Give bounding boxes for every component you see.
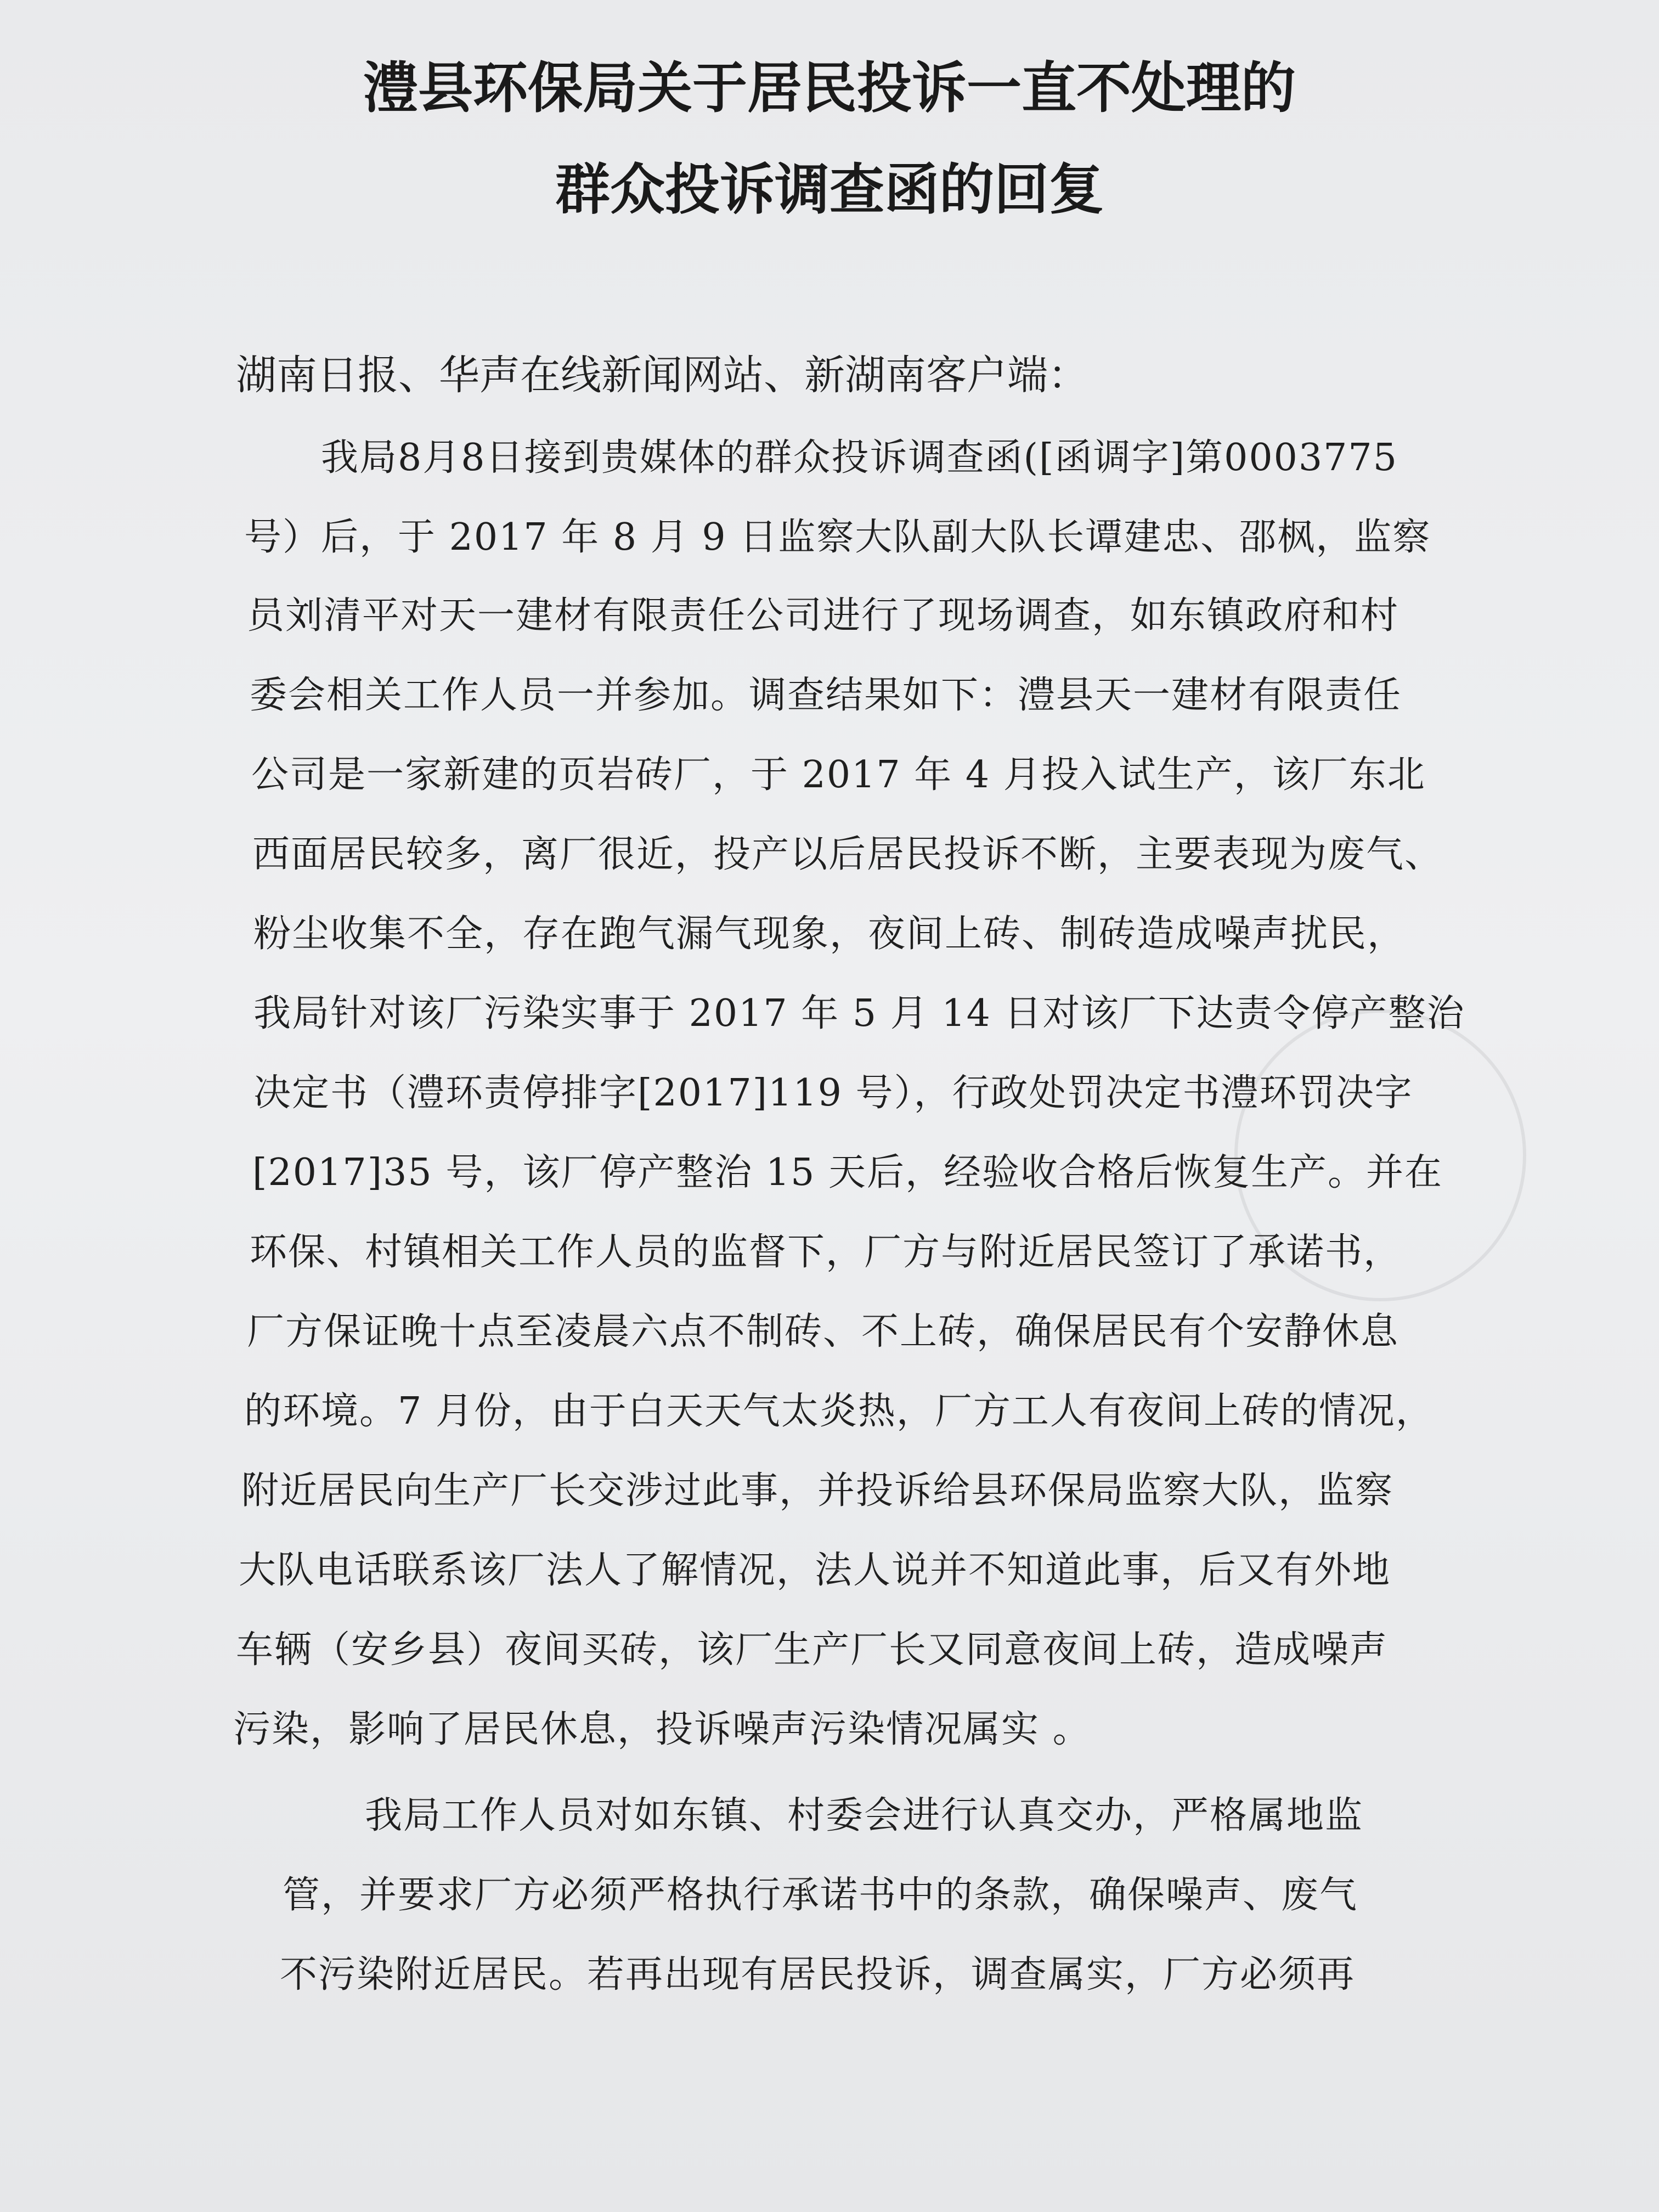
document-title-line-1: 澧县环保局关于居民投诉一直不处理的 — [363, 55, 1296, 120]
body-line: 管，并要求厂方必须严格执行承诺书中的条款，确保噪声、废气 — [283, 1874, 1358, 1917]
body-line: 西面居民较多，离厂很近，投产以后居民投诉不断，主要表现为废气、 — [252, 833, 1443, 876]
body-line: 决定书（澧环责停排字[2017]119 号），行政处罚决定书澧环罚决字 — [253, 1071, 1413, 1115]
body-line: 号）后，于 2017 年 8 月 9 日监察大队副大队长谭建忠、邵枫，监察 — [244, 516, 1431, 559]
body-line: 大队电话联系该厂法人了解情况，法人说并不知道此事，后又有外地 — [239, 1549, 1391, 1592]
body-line: 车辆（安乡县）夜间买砖，该厂生产厂长又同意夜间上砖，造成噪声 — [236, 1628, 1389, 1672]
body-line: 委会相关工作人员一并参加。调查结果如下：澧县天一建材有限责任 — [250, 674, 1402, 717]
body-line: 的环境。7 月份，由于白天天气太炎热，厂方工人有夜间上砖的情况， — [244, 1390, 1434, 1433]
body-line: 污染，影响了居民休息，投诉噪声污染情况属实 。 — [233, 1708, 1091, 1751]
body-line: 公司是一家新建的页岩砖厂，于 2017 年 4 月投入试生产，该厂东北 — [251, 753, 1426, 797]
salutation: 湖南日报、华声在线新闻网站、新湖南客户端： — [236, 352, 1088, 399]
body-line: 附近居民向生产厂长交涉过此事，并投诉给县环保局监察大队，监察 — [241, 1469, 1394, 1513]
body-line: 不污染附近居民。若再出现有居民投诉，调查属实，厂方必须再 — [280, 1953, 1356, 1996]
body-line: 我局8月8日接到贵媒体的群众投诉调查函([函调字]第0003775 — [321, 436, 1398, 479]
body-line: 厂方保证晚十点至凌晨六点不制砖、不上砖，确保居民有个安静休息 — [247, 1310, 1400, 1353]
body-line: 粉尘收集不全，存在跑气漏气现象，夜间上砖、制砖造成噪声扰民， — [253, 912, 1406, 956]
body-line: 环保、村镇相关工作人员的监督下，厂方与附近居民签订了承诺书， — [250, 1231, 1402, 1274]
body-line: [2017]35 号，该厂停产整治 15 天后，经验收合格后恢复生产。并在 — [252, 1151, 1443, 1194]
body-line: 我局工作人员对如东镇、村委会进行认真交办，严格属地监 — [365, 1794, 1364, 1837]
document-title-line-2: 群众投诉调查函的回复 — [555, 157, 1104, 222]
body-line: 我局针对该厂污染实事于 2017 年 5 月 14 日对该厂下达责令停产整治 — [253, 992, 1465, 1035]
body-line: 员刘清平对天一建材有限责任公司进行了现场调查，如东镇政府和村 — [247, 594, 1400, 637]
